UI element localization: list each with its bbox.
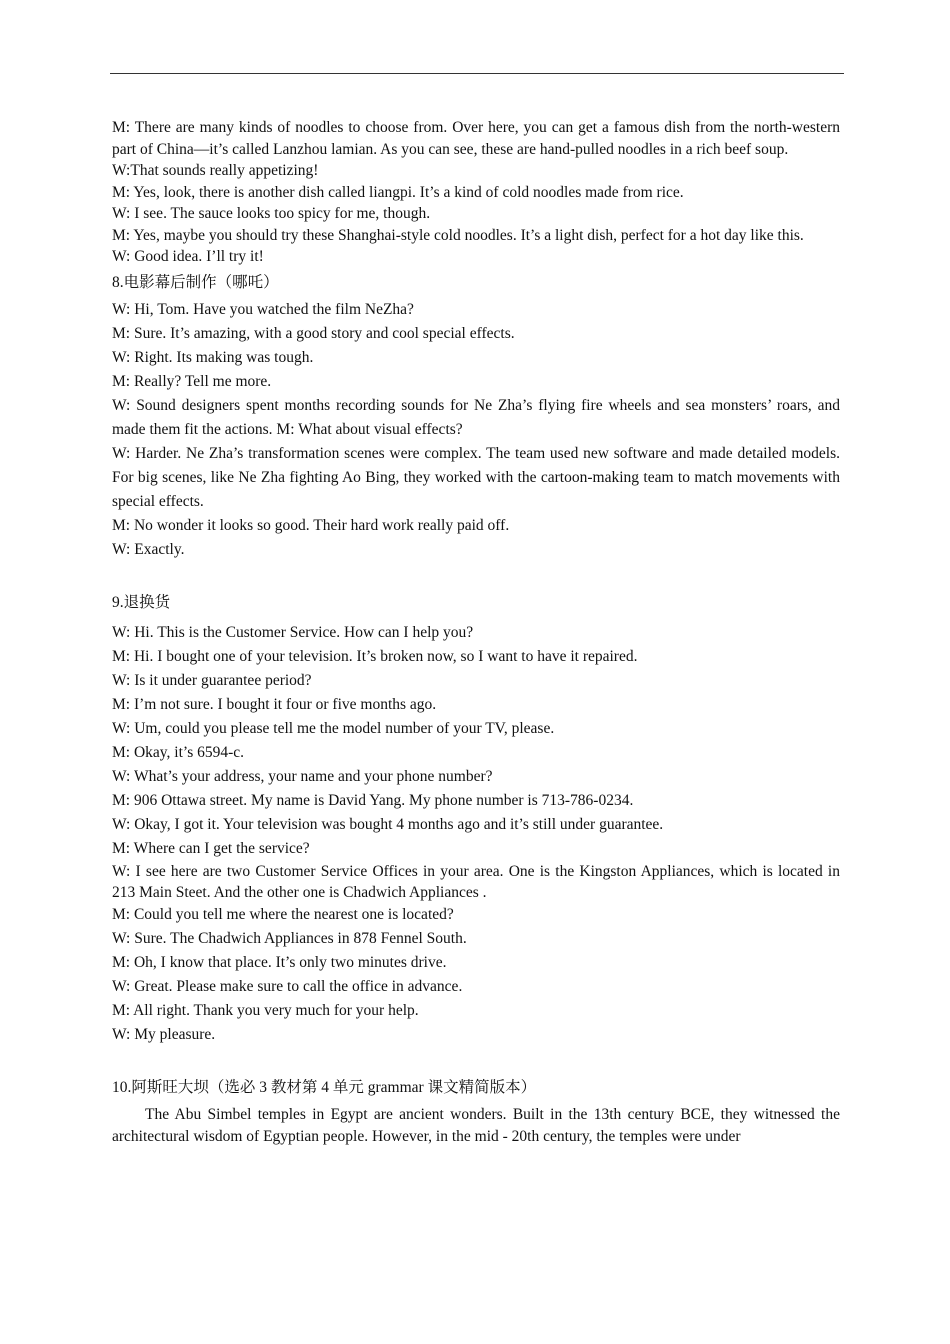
section-9-dialogue bbox=[112, 621, 840, 1047]
dialogue-line: M: All right. Thank you very much for your help. bbox=[112, 1001, 419, 1019]
dialogue-line: M: 906 Ottawa street. My name is David Yang. My phone number is 713-786-0234. bbox=[112, 791, 634, 809]
dialogue-line: W: I see. The sauce looks too spicy for me, though. bbox=[112, 205, 431, 222]
dialogue-line: W: Right. Its making was tough. bbox=[112, 349, 314, 366]
dialogue-line: M: Where can I get the service? bbox=[112, 839, 310, 857]
dialogue-line: M: Okay, it’s 6594-c. bbox=[112, 743, 245, 761]
dialogue-line: W: Um, could you please tell me the model number of your TV, please. bbox=[112, 719, 555, 737]
dialogue-line: W: Good idea. I’ll try it! bbox=[112, 248, 264, 265]
dialogue-line: M: I’m not sure. I bought it four or five months ago. bbox=[112, 695, 437, 713]
dialogue-line: W: Harder. Ne Zha’s transformation scenes were complex. The team used new software and made detailed models. For big scenes, like Ne Zha fighting Ao Bing, they worked with the cartoon-making team to match movements with special effects. bbox=[112, 445, 840, 510]
dialogue-line: M: Sure. It’s amazing, with a good story and cool special effects. bbox=[112, 325, 515, 342]
header-rule bbox=[110, 73, 844, 74]
dialogue-line: W: What’s your address, your name and your phone number? bbox=[112, 767, 493, 785]
dialogue-line: W: Hi, Tom. Have you watched the film NeZha? bbox=[112, 301, 414, 318]
dialogue-line: W: Is it under guarantee period? bbox=[112, 671, 312, 689]
dialogue-line: W: Sure. The Chadwich Appliances in 878 Fennel South. bbox=[112, 929, 467, 947]
dialogue-line: M: No wonder it looks so good. Their hard work really paid off. bbox=[112, 517, 510, 534]
section-9-heading: 9.退换货 bbox=[112, 594, 171, 611]
dialogue-line: W: Great. Please make sure to call the office in advance. bbox=[112, 977, 463, 995]
dialogue-line: M: Could you tell me where the nearest one is located? bbox=[112, 905, 454, 923]
dialogue-line: M: There are many kinds of noodles to choose from. Over here, you can get a famous dish from the north-western part of China—it’s called Lanzhou lamian. As you can see, these are hand-pulled noodles in a rich beef soup. bbox=[112, 119, 840, 158]
dialogue-line: W: My pleasure. bbox=[112, 1025, 216, 1043]
dialogue-line: M: Oh, I know that place. It’s only two minutes drive. bbox=[112, 953, 447, 971]
section-10-paragraph: The Abu Simbel temples in Egypt are ancient wonders. Built in the 13th century BCE, they witnessed the architectural wisdom of Egyptian people. However, in the mid - 20th century, the temples were under bbox=[112, 1106, 840, 1145]
dialogue-line: W: I see here are two Customer Service Offices in your area. One is the Kingston Appliances, which is located in 213 Main Steet. And the other one is Chadwich Appliances . bbox=[112, 862, 840, 901]
dialogue-line: M: Really? Tell me more. bbox=[112, 373, 272, 390]
section-8-heading: 8.电影幕后制作（哪吒） bbox=[112, 273, 279, 291]
dialogue-line: M: Hi. I bought one of your television. It’s broken now, so I want to have it repaired. bbox=[112, 647, 638, 665]
dialogue-line: W: Okay, I got it. Your television was bought 4 months ago and it’s still under guarantee. bbox=[112, 815, 664, 833]
section-7-dialogue bbox=[112, 117, 840, 268]
dialogue-line: W: Exactly. bbox=[112, 541, 185, 558]
dialogue-line: M: Yes, look, there is another dish called liangpi. It’s a kind of cold noodles made from rice. bbox=[112, 183, 684, 201]
dialogue-line: W:That sounds really appetizing! bbox=[112, 162, 319, 179]
section-8-dialogue bbox=[112, 298, 840, 562]
dialogue-line: W: Sound designers spent months recording sounds for Ne Zha’s flying fire wheels and sea monsters’ roars, and made them fit the actions. M: What about visual effects? bbox=[112, 397, 840, 438]
dialogue-line: M: Yes, maybe you should try these Shanghai-style cold noodles. It’s a light dish, perfect for a hot day like this. bbox=[112, 226, 804, 244]
section-10-heading: 10.阿斯旺大坝（选必 3 教材第 4 单元 grammar 课文精简版本） bbox=[112, 1078, 537, 1096]
dialogue-line: W: Hi. This is the Customer Service. How can I help you? bbox=[112, 623, 474, 641]
document-body bbox=[112, 117, 840, 1148]
